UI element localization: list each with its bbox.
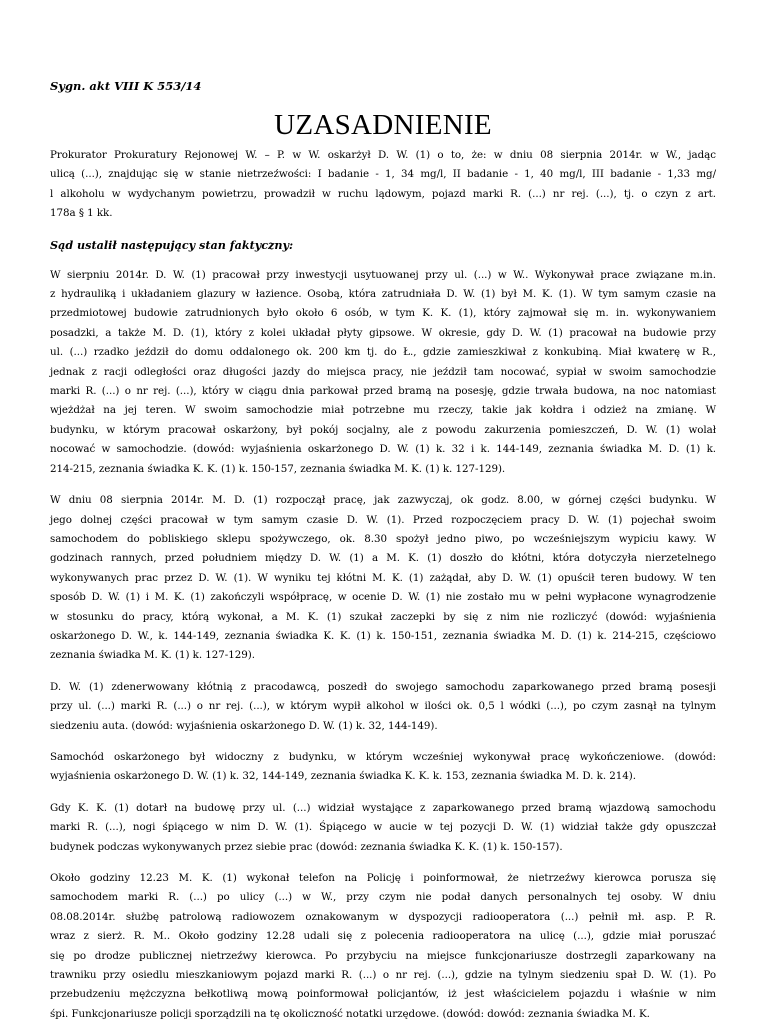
text-line: trawniku przy osiedlu mieszkaniowym pojazd marki R. (...) o nr rej. (...), gdzie na tylnym siedzeniu spał D. W. (1). Po — [50, 969, 716, 982]
intro-paragraph — [50, 146, 716, 224]
text-line: jednak z racji odległości oraz długości jazdy do miejsca pracy, nie jeździł tam nocować, sypiał w swoim samochodzie — [50, 365, 716, 378]
text-line: 178a § 1 kk. — [50, 207, 113, 220]
text-line: budynku, w którym pracował oskarżony, był pokój socjalny, ale z powodu zakurzenia pomieszczeń, D. W. (1) wolał — [50, 423, 716, 436]
text-line: godzinach rannych, przed południem między D. W. (1) a M. K. (1) doszło do kłótni, która dotyczyła nierzetelnego — [50, 552, 716, 565]
text-line: siedzeniu auta. (dowód: wyjaśnienia oskarżonego D. W. (1) k. 32, 144-149). — [50, 719, 438, 732]
text-line: 08.08.2014r. służbę patrolową radiowozem oznakowanym w dyspozycji radiooperatora (...) pełnił mł. asp. P. R. — [50, 910, 716, 923]
text-line: sposób D. W. (1) i M. K. (1) zakończyli współpracę, w ocenie D. W. (1) nie zostało mu w pełni wypłacone wynagrodzenie — [50, 591, 716, 604]
body-paragraph — [50, 869, 716, 1024]
text-line: przebudzeniu mężczyzna bełkotliwą mową poinformował policjantów, iż jest właścicielem pojazdu i właśnie w nim — [50, 988, 716, 1001]
text-line: z hydrauliką i układaniem glazury w łazience. Osobą, która zatrudniała D. W. (1) był M. K. (1). W tym samym czasie na — [50, 288, 716, 301]
text-line: W dniu 08 sierpnia 2014r. M. D. (1) rozpoczął pracę, jak zazwyczaj, ok godz. 8.00, w górnej części budynku. W — [50, 494, 716, 507]
body-paragraph — [50, 799, 716, 857]
section-heading: Sąd ustalił następujący stan faktyczny: — [50, 237, 294, 252]
text-line: wyjaśnienia oskarżonego D. W. (1) k. 32, 144-149, zeznania świadka K. K. k. 153, zeznania świadka M. D. k. 214). — [50, 770, 636, 783]
text-line: przy ul. (...) marki R. (...) o nr rej. (...), w którym wypił alkohol w ilości ok. 0,5 l wódki (...), po czym zasnął na tylnym — [50, 700, 716, 713]
text-line: ulicą (...), znajdując się w stanie nietrzeźwości: I badanie - 1, 34 mg/l, II badanie - 1, 40 mg/l, III badanie - 1,33 mg/ — [50, 168, 716, 181]
text-line: Samochód oskarżonego był widoczny z budynku, w którym wcześniej wykonywał pracę wykończeniowe. (dowód: — [50, 750, 716, 763]
text-line: się po drodze publicznej nietrzeźwy kierowca. Po przybyciu na miejsce funkcjonariusze dostrzegli zaparkowany na — [50, 949, 716, 962]
text-line: marki R. (...), nogi śpiącego w nim D. W. (1). Śpiącego w aucie w tej pozycji D. W. (1) widział także gdy opuszczał — [50, 821, 716, 834]
text-line: śpi. Funkcjonariusze policji sporządzili na tę okoliczność notatki urzędowe. (dowód: dowód: zeznania świadka M. K. — [50, 1007, 650, 1020]
text-line: przedmiotowej budowie zatrudnionych było około 6 osób, w tym K. K. (1), który zajmował się m. in. wykonywaniem — [50, 307, 716, 320]
text-line: nocować w samochodzie. (dowód: wyjaśnienia oskarżonego D. W. (1) k. 32 i k. 144-149, zeznania świadka M. D. (1) k. — [50, 443, 716, 456]
page-title: UZASADNIENIE — [274, 109, 492, 141]
text-line: 214-215, zeznania świadka K. K. (1) k. 150-157, zeznania świadka M. K. (1) k. 127-129). — [50, 462, 506, 475]
text-line: zeznania świadka M. K. (1) k. 127-129). — [50, 649, 255, 662]
text-line: Prokurator Prokuratury Rejonowej W. – P. w W. oskarżył D. W. (1) o to, że: w dniu 08 sierpnia 2014r. w W., jadąc — [50, 149, 716, 161]
text-line: marki R. (...) o nr rej. (...), który w ciągu dnia parkował przed bramą na posesję, gdzie trwała budowa, na noc natomiast — [50, 385, 716, 398]
text-line: samochodem marki R. (...) po ulicy (...) w W., przy czym nie podał danych personalnych tej osoby. W dniu — [50, 891, 716, 904]
text-line: wraz z sierż. R. M.. Około godziny 12.28 udali się z polecenia radiooperatora na ulicę (...), gdzie miał poruszać — [50, 930, 716, 943]
body-paragraph — [50, 266, 716, 479]
text-line: budynek podczas wykonywanych przez siebie prac (dowód: zeznania świadka K. K. (1) k. 150-157). — [50, 840, 563, 853]
text-line: samochodem do pobliskiego sklepu spożywczego, ok. 8.30 spożył jedno piwo, po wcześniejszym wypiciu kawy. W — [50, 532, 716, 545]
body-paragraph — [50, 748, 716, 787]
body-paragraphs — [50, 266, 716, 1025]
body-paragraph — [50, 491, 716, 666]
text-line: D. W. (1) zdenerwowany kłótnią z pracodawcą, poszedł do swojego samochodu zaparkowanego przed bramą posesji — [50, 680, 716, 693]
text-line: ul. (...) rzadko jeździł do domu oddalonego ok. 200 km tj. do Ł., gdzie zamieszkiwał z konkubiną. Miał kwaterę w R., — [50, 346, 716, 359]
document-page — [50, 78, 716, 1036]
text-line: w stosunku do pracy, którą wykonał, a M. K. (1) szukał zaczepki by się z nim nie rozliczyć (dowód: wyjaśnienia — [50, 610, 716, 623]
text-line: posadzki, a także M. D. (1), który z kolei układał płyty gipsowe. W okresie, gdy D. W. (1) pracował na budowie przy — [50, 326, 716, 339]
text-line: oskarżonego D. W., k. 144-149, zeznania świadka K. K. (1) k. 150-151, zeznania świadka M. D. (1) k. 214-215, częściowo — [50, 629, 716, 642]
body-paragraph — [50, 678, 716, 736]
text-line: jego dolnej części pracował w tym samym czasie D. W. (1). Przed rozpoczęciem pracy D. W. (1) pojechał swoim — [50, 513, 716, 526]
text-line: wykonywanych prac przez D. W. (1). W wyniku tej kłótni M. K. (1) zażądał, aby D. W. (1) opuścił teren budowy. W ten — [50, 571, 716, 584]
text-line: W sierpniu 2014r. D. W. (1) pracował przy inwestycji usytuowanej przy ul. (...) w W.. Wykonywał prace związane m.in. — [50, 268, 716, 281]
text-line: l alkoholu w wydychanym powietrzu, prowadził w ruchu lądowym, pojazd marki R. (...) nr rej. (...), tj. o czyn z art. — [50, 187, 716, 200]
text-line: wjeżdżał na jej teren. W swoim samochodzie miał potrzebne mu rzeczy, takie jak kołdra i odzież na zmianę. W — [50, 404, 716, 417]
case-signature: Sygn. akt VIII K 553/14 — [50, 79, 202, 93]
text-line: Około godziny 12.23 M. K. (1) wykonał telefon na Policję i poinformował, że nietrzeźwy kierowca porusza się — [50, 872, 716, 884]
text-line: Gdy K. K. (1) dotarł na budowę przy ul. (...) widział wystające z zaparkowanego przed bramą wjazdową samochodu — [50, 801, 716, 814]
